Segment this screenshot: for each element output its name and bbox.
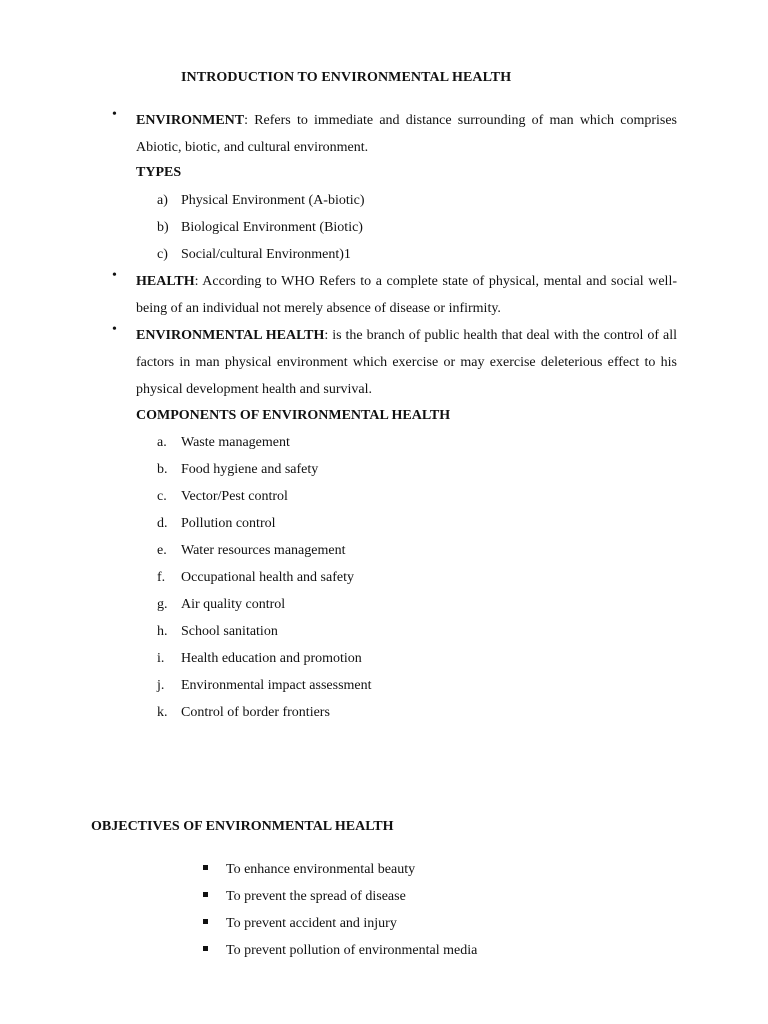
environment-term: ENVIRONMENT xyxy=(136,113,245,128)
environmental-health-term: ENVIRONMENTAL HEALTH xyxy=(136,328,325,343)
list-item: c. Vector/Pest control xyxy=(157,489,288,504)
list-item: b. Food hygiene and safety xyxy=(157,462,319,477)
environment-definition: : Refers to immediate and distance surrounding of man which comprises Abiotic, biotic, and cultural environment. xyxy=(136,113,677,155)
environmental-health-paragraph xyxy=(136,322,677,403)
list-item: a) Physical Environment (A-biotic) xyxy=(157,193,365,208)
environment-paragraph xyxy=(136,107,677,161)
list-item: i. Health education and promotion xyxy=(157,651,362,666)
list-item: k. Control of border frontiers xyxy=(157,705,330,720)
bullet-marker: • xyxy=(112,268,117,283)
types-list xyxy=(157,187,365,268)
square-bullet-icon xyxy=(203,865,208,870)
list-item: To prevent the spread of disease xyxy=(203,883,477,910)
list-item: c) Social/cultural Environment)1 xyxy=(157,247,351,262)
bullet-marker: • xyxy=(112,322,117,337)
health-definition: : According to WHO Refers to a complete state of physical, mental and social well-being of an individual not merely absence of disease or infirmity. xyxy=(136,274,677,316)
list-item: d. Pollution control xyxy=(157,516,276,531)
square-bullet-icon xyxy=(203,892,208,897)
list-item: j. Environmental impact assessment xyxy=(157,678,372,693)
components-list xyxy=(157,429,372,726)
list-item: g. Air quality control xyxy=(157,597,286,612)
list-item: f. Occupational health and safety xyxy=(157,570,354,585)
types-heading: TYPES xyxy=(136,165,182,180)
health-term: HEALTH xyxy=(136,274,195,289)
square-bullet-icon xyxy=(203,919,208,924)
objectives-heading: OBJECTIVES OF ENVIRONMENTAL HEALTH xyxy=(91,819,394,834)
list-item: To prevent accident and injury xyxy=(203,910,477,937)
objectives-list xyxy=(203,856,477,964)
list-item: h. School sanitation xyxy=(157,624,278,639)
health-paragraph xyxy=(136,268,677,322)
list-item: b) Biological Environment (Biotic) xyxy=(157,220,363,235)
document-title: INTRODUCTION TO ENVIRONMENTAL HEALTH xyxy=(181,70,512,85)
list-item: a. Waste management xyxy=(157,435,290,450)
components-heading: COMPONENTS OF ENVIRONMENTAL HEALTH xyxy=(136,408,451,423)
environmental-health-definition: : is the branch of public health that deal with the control of all factors in man physical environment which exercise or may exercise deleterious effect to his physical development health and survival. xyxy=(136,328,677,397)
list-item: e. Water resources management xyxy=(157,543,346,558)
list-item: To prevent pollution of environmental media xyxy=(203,937,477,964)
bullet-marker: • xyxy=(112,107,117,122)
list-item: To enhance environmental beauty xyxy=(203,856,477,883)
square-bullet-icon xyxy=(203,946,208,951)
